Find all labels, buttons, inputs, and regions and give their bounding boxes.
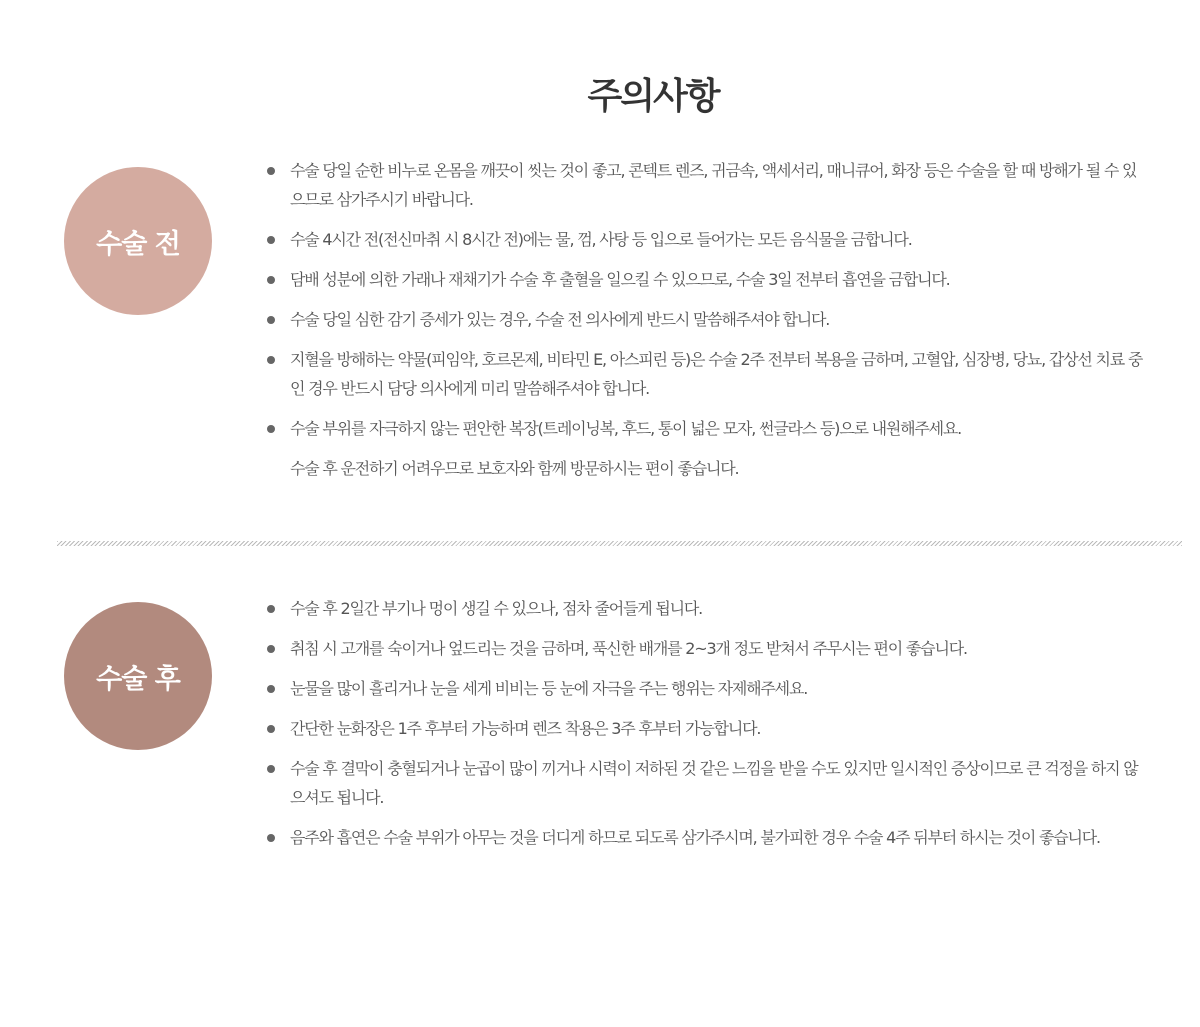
- before-surgery-list: [266, 156, 1146, 494]
- list-item-text: 음주와 흡연은 수술 부위가 아무는 것을 더디게 하므로 되도록 삼가주시며, 불가피한 경우 수술 4주 뒤부터 하시는 것이 좋습니다.: [290, 828, 1100, 847]
- list-item: [266, 754, 1146, 812]
- list-item: [266, 414, 1146, 443]
- bullet-dot-icon: [267, 765, 275, 773]
- bullet-dot-icon: [267, 834, 275, 842]
- after-surgery-label: 수술 후: [96, 663, 180, 695]
- list-item: [266, 156, 1146, 214]
- bullet-dot-icon: [267, 356, 275, 364]
- section-divider: [57, 541, 1182, 546]
- list-item-text: 수술 후 2일간 부기나 멍이 생길 수 있으나, 점차 줄어들게 됩니다.: [290, 599, 703, 618]
- bullet-dot-icon: [267, 276, 275, 284]
- after-surgery-list: [266, 594, 1146, 863]
- before-surgery-label: 수술 전: [96, 228, 180, 260]
- bullet-dot-icon: [267, 316, 275, 324]
- list-item-text: 간단한 눈화장은 1주 후부터 가능하며 렌즈 착용은 3주 후부터 가능합니다.: [290, 719, 761, 738]
- list-item: [266, 454, 1146, 483]
- list-item: [266, 634, 1146, 663]
- list-item-text: 수술 당일 순한 비누로 온몸을 깨끗이 씻는 것이 좋고, 콘텍트 렌즈, 귀금속, 액세서리, 매니큐어, 화장 등은 수술을 할 때 방해가 될 수 있으므로 삼가주시기 바랍니다.: [290, 161, 1137, 209]
- bullet-dot-icon: [267, 645, 275, 653]
- bullet-dot-icon: [267, 725, 275, 733]
- list-item-text: 수술 부위를 자극하지 않는 편안한 복장(트레이닝복, 후드, 통이 넓은 모자, 썬글라스 등)으로 내원해주세요.: [290, 419, 962, 438]
- bullet-dot-icon: [267, 236, 275, 244]
- list-item: [266, 265, 1146, 294]
- list-item-text: 취침 시 고개를 숙이거나 엎드리는 것을 금하며, 푹신한 배개를 2~3개 정도 받쳐서 주무시는 편이 좋습니다.: [290, 639, 967, 658]
- list-item-text: 수술 후 운전하기 어려우므로 보호자와 함께 방문하시는 편이 좋습니다.: [290, 459, 739, 478]
- list-item: [266, 594, 1146, 623]
- list-item-text: 지혈을 방해하는 약물(피임약, 호르몬제, 비타민 E, 아스피린 등)은 수술 2주 전부터 복용을 금하며, 고혈압, 심장병, 당뇨, 갑상선 치료 중인 경우 반드시 담당 의사에게 미리 말씀해주셔야 합니다.: [290, 350, 1143, 398]
- list-item: [266, 674, 1146, 703]
- list-item-text: 담배 성분에 의한 가래나 재채기가 수술 후 출혈을 일으킬 수 있으므로, 수술 3일 전부터 흡연을 금합니다.: [290, 270, 950, 289]
- after-surgery-badge: [64, 602, 212, 750]
- list-item-text: 수술 후 결막이 충혈되거나 눈곱이 많이 끼거나 시력이 저하된 것 같은 느낌을 받을 수도 있지만 일시적인 증상이므로 큰 걱정을 하지 않으셔도 됩니다.: [290, 759, 1138, 807]
- bullet-dot-icon: [267, 605, 275, 613]
- list-item-text: 수술 4시간 전(전신마취 시 8시간 전)에는 물, 껌, 사탕 등 입으로 들어가는 모든 음식물을 금합니다.: [290, 230, 912, 249]
- list-item: [266, 823, 1146, 852]
- bullet-dot-icon: [267, 425, 275, 433]
- page-title: 주의사항: [587, 76, 719, 117]
- list-item: [266, 225, 1146, 254]
- list-item-text: 눈물을 많이 흘리거나 눈을 세게 비비는 등 눈에 자극을 주는 행위는 자제해주세요.: [290, 679, 808, 698]
- bullet-dot-icon: [267, 685, 275, 693]
- list-item: [266, 305, 1146, 334]
- list-item: [266, 714, 1146, 743]
- list-item-text: 수술 당일 심한 감기 증세가 있는 경우, 수술 전 의사에게 반드시 말씀해주셔야 합니다.: [290, 310, 830, 329]
- before-surgery-badge: [64, 167, 212, 315]
- bullet-dot-icon: [267, 167, 275, 175]
- list-item: [266, 345, 1146, 403]
